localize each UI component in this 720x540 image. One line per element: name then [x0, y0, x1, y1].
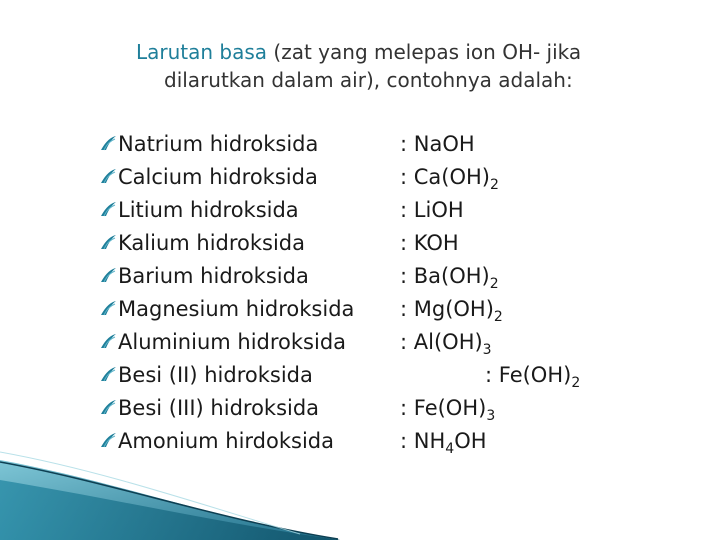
swoosh-bullet-icon — [100, 234, 117, 251]
heading-line-2: dilarutkan dalam air), contohnya adalah: — [164, 68, 573, 92]
item-name: Besi (III) hidroksida — [118, 396, 320, 420]
item-formula: : NaOH — [400, 132, 475, 156]
item-formula: : $Fe(OH)_2$ — [485, 363, 581, 391]
item-formula: : $Ca(OH)_2$ — [400, 165, 499, 193]
heading-text: (zat yang melepas ion OH- jika — [267, 40, 582, 64]
swoosh-bullet-icon — [100, 135, 117, 152]
list-item — [0, 227, 720, 260]
swoosh-bullet-icon — [100, 267, 117, 284]
item-name: Natrium hidroksida — [118, 132, 319, 156]
item-name: Kalium hidroksida — [118, 231, 306, 255]
slide-heading — [136, 38, 696, 94]
item-formula: : KOH — [400, 231, 459, 255]
swoosh-bullet-icon — [100, 300, 117, 317]
item-name: Litium hidroksida — [118, 198, 299, 222]
item-name: Barium hidroksida — [118, 264, 309, 288]
item-name: Calcium hidroksida — [118, 165, 318, 189]
item-name: Aluminium hidroksida — [118, 330, 347, 354]
list-item — [0, 293, 720, 326]
list-item — [0, 161, 720, 194]
item-formula: : $Al(OH)_3$ — [400, 330, 492, 358]
item-name: Magnesium hidroksida — [118, 297, 355, 321]
swoosh-bullet-icon — [100, 399, 117, 416]
item-name: Amonium hirdoksida — [118, 429, 334, 453]
item-formula: : $Mg(OH)_2$ — [400, 297, 503, 325]
swoosh-bullet-icon — [100, 333, 117, 350]
item-formula: : $NH_4OH$ — [400, 429, 487, 457]
list-item — [0, 260, 720, 293]
list-item — [0, 392, 720, 425]
item-formula: : $Fe(OH)_3$ — [400, 396, 496, 424]
list-item — [0, 128, 720, 161]
item-formula: : LiOH — [400, 198, 464, 222]
item-formula: : $Ba(OH)_2$ — [400, 264, 499, 292]
list-item — [0, 194, 720, 227]
swoosh-bullet-icon — [100, 168, 117, 185]
list-item — [0, 326, 720, 359]
corner-wave-decoration — [0, 440, 340, 540]
swoosh-bullet-icon — [100, 201, 117, 218]
item-name: Besi (II) hidroksida — [118, 363, 313, 387]
list-item — [0, 359, 720, 392]
swoosh-bullet-icon — [100, 366, 117, 383]
heading-accent: Larutan basa — [136, 40, 268, 64]
